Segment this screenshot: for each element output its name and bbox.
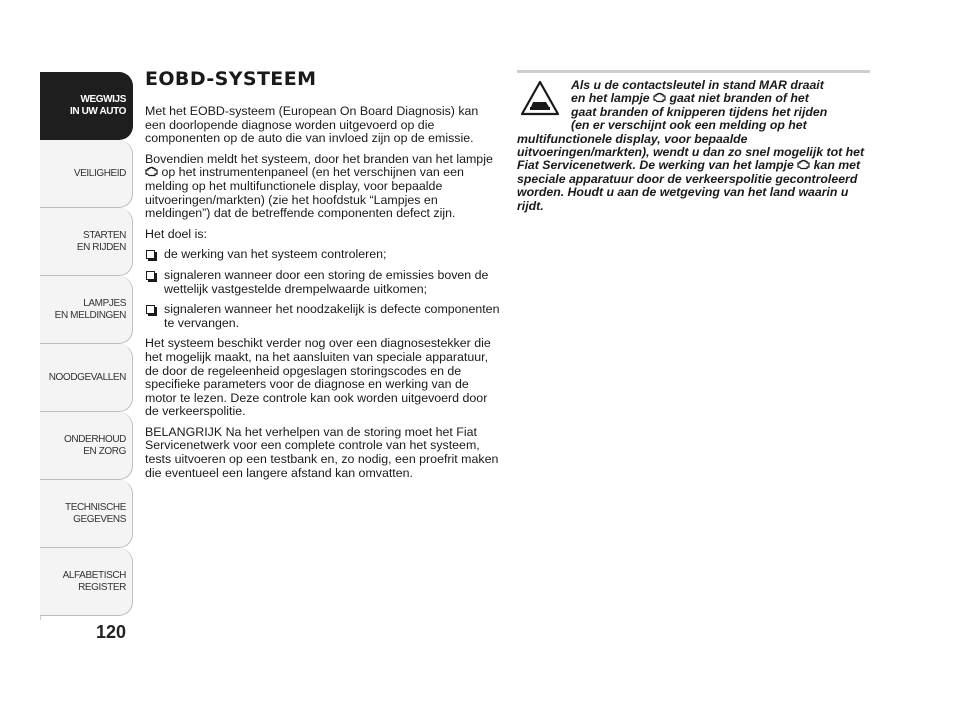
tab-label: STARTEN — [83, 229, 126, 241]
list-item-text: signaleren wanneer het noodzakelijk is defecte componenten te vervangen. — [164, 302, 500, 330]
tab-label: TECHNISCHE — [64, 501, 126, 513]
tab-label: GEGEVENS — [73, 513, 126, 525]
warning-text-part: multifunctionele display, voor bepaalde uitvoeringen/markten), wendt u dan zo snel mogelijk tot het Fiat Servicenetwerk. De werking van het lampje — [517, 131, 865, 173]
tab-label: ALFABETISCH — [62, 569, 126, 581]
list-item — [145, 303, 500, 330]
tab-label: WEGWIJS — [80, 93, 126, 105]
page-number: 120 — [96, 622, 127, 642]
engine-check-icon — [145, 166, 158, 177]
list-item-text: de werking van het systeem controleren; — [164, 247, 387, 262]
warning-line — [517, 92, 870, 105]
bullet-box-icon — [146, 271, 155, 280]
warning-line: Als u de contactsleutel in stand MAR draait — [571, 78, 824, 92]
paragraph-text: Bovendien meldt het systeem, door het branden van het lampje — [145, 151, 493, 166]
main-content — [145, 68, 500, 487]
tab-label: NOODGEVALLEN — [48, 371, 126, 383]
engine-check-icon — [653, 92, 666, 103]
paragraph-diagnostic-connector: Het systeem beschikt verder nog over een diagnosestekker die het mogelijk maakt, na het aansluiten van speciale apparatuur, de door de regeleenheid opgeslagen storingscodes en de specifieke parameters voor de diagnose en werking van de motor te lezen. Deze controle kan ook worden uitgevoerd door de verkeerspolitie. — [145, 336, 491, 419]
tab-label: EN MELDINGEN — [54, 309, 126, 321]
tab-onderhoud[interactable] — [40, 412, 133, 480]
tab-label: REGISTER — [78, 581, 126, 593]
chapter-tabs — [40, 72, 133, 616]
engine-check-icon — [797, 159, 810, 170]
goal-list — [145, 248, 500, 330]
list-item — [145, 269, 500, 296]
warning-text-part: gaat niet branden of het — [669, 91, 809, 106]
paragraph-text: op het instrumentenpaneel (en het verschijnen van een melding op het multifunctionele display, voor bepaalde uitvoeringen/markten) (zie het hoofdstuk “Lampjes en meldingen”) dat de betreffende componenten defect zijn. — [145, 165, 464, 221]
paragraph-warning-light — [145, 153, 500, 221]
warning-text — [517, 79, 870, 213]
tab-wegwijs[interactable] — [40, 72, 133, 140]
tab-label: LAMPJES — [83, 297, 126, 309]
tab-technische[interactable] — [40, 480, 133, 548]
tab-label: EN ZORG — [83, 445, 126, 457]
tab-label: IN UW AUTO — [70, 105, 126, 117]
tab-alfabetisch[interactable] — [40, 548, 133, 616]
list-item — [145, 248, 500, 262]
tab-veiligheid[interactable] — [40, 140, 133, 208]
tab-noodgevallen[interactable] — [40, 344, 133, 412]
list-item-text: signaleren wanneer door een storing de emissies boven de wettelijk vastgestelde drempelwaarde uitkomen; — [164, 267, 489, 296]
paragraph-intro: Met het EOBD-systeem (European On Board Diagnosis) kan een doorlopende diagnose worden uitgevoerd op die componenten op de auto die van invloed zijn op de emissie. — [145, 104, 479, 146]
tab-label: VEILIGHEID — [73, 167, 126, 179]
bullet-box-icon — [146, 305, 155, 314]
section-title: EOBD-SYSTEEM — [145, 68, 317, 90]
bullet-box-icon — [146, 250, 155, 259]
warning-text-part: kan met speciale apparatuur door de verkeerspolitie gecontroleerd worden. Houdt u aan de wetgeving van het land waarin u rijdt. — [517, 158, 861, 213]
note-divider — [517, 70, 870, 73]
warning-text-part: en het lampje — [571, 91, 650, 106]
tab-starten[interactable] — [40, 208, 133, 276]
warning-line: (en er verschijnt ook een melding op het — [571, 118, 807, 133]
tab-label: EN RIJDEN — [76, 241, 126, 253]
tab-lampjes[interactable] — [40, 276, 133, 344]
paragraph-goal: Het doel is: — [145, 226, 207, 241]
paragraph-important: BELANGRIJK Na het verhelpen van de storing moet het Fiat Servicenetwerk voor een complete controle van het systeem, tests uitvoeren op een testbank en, zo nodig, een proefrit maken die eventueel een langere afstand kan omvatten. — [145, 424, 499, 480]
warning-triangle-car-icon — [520, 80, 560, 116]
warning-line: gaat branden of knipperen tijdens het rijden — [571, 104, 828, 119]
tab-label: ONDERHOUD — [64, 433, 126, 445]
warning-note — [517, 70, 870, 213]
